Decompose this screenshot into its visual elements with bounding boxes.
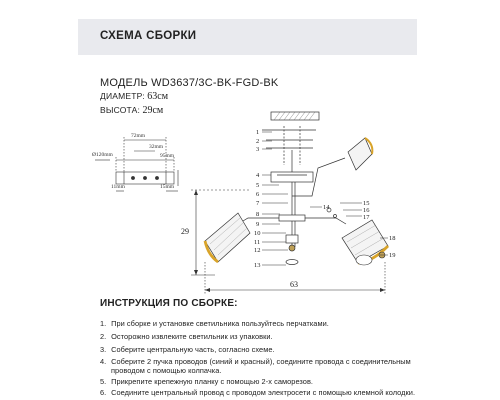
step-text: Соедините центральный провод с проводом электросети с помощью клемной колодки.: [111, 388, 416, 397]
callout-7: 7: [256, 200, 260, 207]
joint: [334, 215, 337, 218]
bottom-cap: [286, 260, 298, 265]
dim-label-72: 72mm: [131, 133, 146, 139]
callout-14: 14: [323, 204, 330, 211]
height-value: 29см: [142, 105, 164, 116]
right-arm: [305, 218, 346, 224]
collar: [286, 235, 298, 243]
step-text: Соберите 2 пучка проводов (синий и красный), соедините провода с соединительным: [111, 357, 411, 366]
callout-16: 16: [363, 207, 370, 214]
height-label: ВЫСОТА:: [100, 105, 141, 115]
callout-11: 11: [254, 239, 261, 246]
height-dim-label: 29: [181, 227, 189, 236]
callout-12: 12: [254, 247, 261, 254]
instructions-title: ИНСТРУКЦИЯ ПО СБОРКЕ:: [100, 298, 238, 309]
step-number: 5.: [100, 377, 107, 386]
callout-19: 19: [389, 252, 396, 259]
callout-5: 5: [256, 182, 260, 189]
step-text: Прикрепите крепежную планку с помощью 2-х саморезов.: [111, 377, 314, 386]
model-value: WD3637/3C-BK-FGD-BK: [151, 77, 279, 89]
callout-1: 1: [256, 129, 260, 136]
finial: [289, 245, 295, 251]
dim-label-95: 95mm: [160, 153, 175, 159]
instruction-step-5: [100, 377, 313, 387]
callout-4: 4: [256, 172, 260, 179]
diameter-value: 63см: [147, 91, 169, 102]
plate-hole: [131, 176, 134, 179]
model-label: МОДЕЛЬ: [100, 77, 148, 89]
bulb: [356, 255, 372, 265]
step-number: 4.: [100, 357, 107, 366]
page-title: СХЕМА СБОРКИ: [100, 30, 197, 42]
instruction-step-4-cont: [100, 366, 222, 376]
step-number: 1.: [100, 319, 107, 328]
dim-label-11: 11mm: [111, 184, 125, 190]
step-number: 3.: [100, 345, 107, 354]
callout-17: 17: [363, 214, 370, 221]
callout-8: 8: [256, 211, 260, 218]
callout-9: 9: [256, 221, 260, 228]
instruction-step-3: [100, 345, 275, 355]
mounting-plate-detail: [95, 137, 178, 191]
callout-3: 3: [256, 146, 260, 153]
canopy: [271, 172, 313, 182]
step-number: 6.: [100, 388, 107, 397]
step-number: 2.: [100, 332, 107, 341]
width-dim-label: 63: [290, 280, 298, 289]
step-text: Соберите центральную часть, согласно схеме.: [111, 345, 275, 354]
dim-label-15: 15mm: [160, 184, 175, 190]
plate-hole: [143, 176, 146, 179]
callout-2: 2: [256, 138, 260, 145]
step-text: проводом с помощью колпачка.: [111, 366, 222, 375]
instruction-step-1: [100, 319, 329, 329]
callout-18: 18: [389, 235, 396, 242]
dim-label-32: 32mm: [149, 144, 164, 150]
ceiling-plate: [271, 112, 319, 120]
plate-hole: [155, 176, 158, 179]
diameter-label: ДИАМЕТР:: [100, 91, 145, 101]
left-lamp-shade: [205, 213, 250, 262]
callout-10: 10: [254, 230, 261, 237]
callout-15: 15: [363, 200, 370, 207]
hub: [279, 215, 305, 221]
instruction-step-6: [100, 388, 415, 398]
callout-6: 6: [256, 191, 260, 198]
step-text: При сборке и установке светильника пользуйтесь перчатками.: [111, 319, 329, 328]
dim-label-d120: Ø120mm: [92, 152, 113, 158]
step-text: Осторожно извлеките светильник из упаковки.: [111, 332, 273, 341]
upper-lamp-shade: [348, 138, 372, 170]
callout-13: 13: [254, 262, 261, 269]
instruction-step-2: [100, 332, 273, 342]
